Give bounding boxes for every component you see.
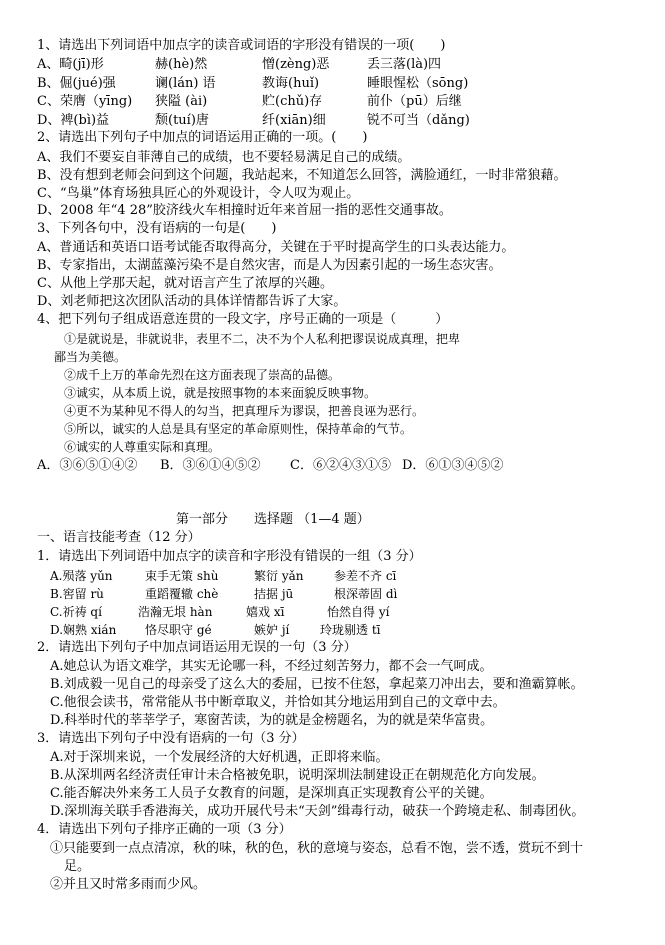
q2-option-c: C、“鸟巢”体育场独具匠心的外观设计，令人叹为观止。 — [37, 186, 360, 201]
q1-option-a-3: 憎(zèng)恶 — [262, 57, 330, 72]
q1-stem: 1、请选出下列词语中加点字的读音或词语的字形没有错误的一项( ) — [37, 38, 446, 53]
s2-q2-option-b: B.刘成毅一见自己的母亲受了这么大的委屈，已按不住怒，拿起菜刀冲出去，要和渔霸算帐。 — [50, 677, 584, 692]
s2-q1-b-2: 重蹈覆辙 chè — [145, 587, 219, 601]
s2-q1-c-2: 浩瀚无垠 hàn — [138, 605, 213, 619]
s2-q3-option-c: C.能否解决外来务工人员子女教育的问题，是深圳真正实现教育公平的关键。 — [50, 786, 493, 801]
s2-q3-option-d: D.深圳海关联手香港海关，成功开展代号未“天剑”缉毒行动，破获一个跨境走私、制毒团伙。 — [50, 804, 585, 819]
s2-q1-d-2: 恪尽职守 gé — [145, 623, 212, 637]
q3-stem: 3、下列各句中，没有语病的一句是( ) — [37, 221, 277, 236]
s2-q2-stem: 2．请选出下列句子中加点词语运用无误的一句（3 分） — [37, 640, 357, 655]
q3-option-a: A、普通话和英语口语考试能否取得高分，关键在于平时提高学生的口头表达能力。 — [37, 240, 515, 255]
s2-q1-a-3: 繁衍 yǎn — [254, 569, 304, 583]
q4-item-5: ⑤所以，诚实的人总是具有坚定的革命原则性，保持革命的气节。 — [64, 422, 413, 436]
q1-option-b-2: 谰(lán) 语 — [155, 76, 216, 91]
s2-q4-stem: 4．请选出下列句子排序正确的一项（3 分） — [37, 822, 292, 837]
s2-q1-c-1: C.祈祷 qí — [50, 605, 102, 619]
q2-option-b: B、没有想到老师会问到这个问题，我站起来，不知道怎么回答，满脸通红，一时非常狼藉。 — [37, 168, 567, 183]
q1-option-d-2: 颓(tuí)唐 — [155, 113, 209, 128]
q1-option-c-4: 前仆（pū）后继 — [367, 94, 462, 109]
q1-option-b-4: 睡眼惺松（sōng) — [367, 76, 469, 91]
q4-item-6: ⑥诚实的人尊重实际和真理。 — [64, 440, 221, 454]
section-title: 第一部分 选择题 （1—4 题） — [176, 512, 370, 527]
q4-option-b: B．③⑥①④⑤② — [160, 458, 261, 473]
q4-item-3: ③诚实，从本质上说，就是按照事物的本来面貌反映事物。 — [64, 386, 377, 400]
q4-item-2: ②成千上万的革命先烈在这方面表现了崇高的品德。 — [64, 368, 341, 382]
q1-option-d-3: 纤(xiān)细 — [262, 113, 326, 128]
s2-q1-b-1: B.窖留 rù — [50, 587, 104, 601]
s2-q1-b-3: 拮据 jū — [254, 587, 294, 601]
q1-option-a-2: 赫(hè)然 — [155, 57, 208, 72]
q1-option-d-4: 锐不可当（dǎng) — [367, 113, 470, 128]
s2-q1-d-3: 嫉妒 jí — [254, 623, 290, 637]
q1-option-b-1: B、倔(jué)强 — [37, 76, 116, 91]
s2-q1-a-1: A.殒落 yǔn — [50, 569, 113, 583]
s2-q1-d-1: D.娴熟 xián — [50, 623, 117, 637]
section-subtitle: 一、语言技能考查（12 分） — [37, 530, 201, 545]
q4-item-1: ①是就说是，非就说非，表里不二，决不为个人私利把谬误说成真理，把卑 — [64, 332, 461, 346]
s2-q1-stem: 1．请选出下列词语中加点字的读音和字形没有错误的一组（3 分） — [37, 549, 422, 564]
q1-option-a-1: A、畸(jī)形 — [37, 57, 104, 72]
s2-q1-d-4: 玲珑剔透 tī — [320, 623, 381, 637]
s2-q4-item-1: ①只能要到一点点清凉，秋的味，秋的色，秋的意境与姿态，总看不饱，尝不透，赏玩不到十 — [50, 841, 584, 856]
s2-q1-b-4: 根深蒂固 dì — [334, 587, 398, 601]
q1-option-c-3: 贮(chǔ)存 — [262, 94, 323, 109]
s2-q1-c-3: 嬉戏 xī — [246, 605, 285, 619]
q4-option-d: D．⑥①③④⑤② — [402, 458, 504, 473]
q4-item-1-cont: 鄙当为美德。 — [54, 350, 127, 364]
s2-q1-c-4: 怡然自得 yí — [327, 605, 390, 619]
s2-q2-option-d: D.科举时代的莘莘学子，寒窗苦读，为的就是金榜题名，为的就是荣华富贵。 — [50, 713, 494, 728]
q2-option-d: D、2008 年“4 28”胶济线火车相撞时近年来首屈一指的恶性交通事故。 — [37, 203, 452, 218]
q4-option-c: C．⑥②④③①⑤ — [290, 458, 391, 473]
q2-option-a: A、我们不要妄自菲薄自己的成绩，也不要轻易满足自己的成绩。 — [37, 150, 411, 165]
s2-q1-a-4: 参差不齐 cī — [334, 569, 397, 583]
s2-q3-stem: 3．请选出下列句子中没有语病的一句（3 分） — [37, 731, 305, 746]
q1-option-a-4: 丢三落(là)四 — [367, 57, 442, 72]
s2-q1-a-2: 束手无策 shù — [145, 569, 219, 583]
s2-q4-item-2: ②并且又时常多雨而少风。 — [50, 877, 207, 892]
q4-stem: 4、把下列句子组成语意连贯的一段文字，序号正确的一项是（ ） — [37, 312, 449, 327]
q1-option-b-3: 教诲(huǐ) — [262, 76, 320, 91]
q1-option-c-2: 狭隘 (ài) — [155, 94, 208, 109]
q1-option-c-1: C、荣膺（yīng) — [37, 94, 133, 109]
q4-option-a: A．③⑥⑤①④② — [37, 458, 138, 473]
s2-q3-option-b: B.从深圳两名经济责任审计未合格被免职，说明深圳法制建设正在朝规范化方向发展。 — [50, 768, 545, 783]
q3-option-d: D、刘老师把这次团队活动的具体详情都告诉了大家。 — [37, 294, 347, 309]
q3-option-c: C、从他上学那天起，就对语言产生了浓厚的兴趣。 — [37, 276, 333, 291]
s2-q3-option-a: A.对于深圳来说，一个发展经济的大好机遇，正即将来临。 — [50, 750, 389, 765]
s2-q2-option-a: A.她总认为语文难学，其实无论哪一科，不经过刻苦努力，都不会一气呵成。 — [50, 659, 493, 674]
q2-stem: 2、请选出下列句子中加点的词语运用正确的一项。( ) — [37, 130, 368, 145]
q3-option-b: B、专家指出，太湖蓝藻污染不是自然灾害，而是人为因素引起的一场生态灾害。 — [37, 258, 502, 273]
q4-item-4: ④更不为某种见不得人的勾当，把真理斥为谬误，把善良诬为恶行。 — [64, 404, 425, 418]
s2-q2-option-c: C.他很会读书，常常能从书中断章取义，并恰如其分地运用到自己的文章中去。 — [50, 695, 506, 710]
s2-q4-item-1-cont: 足。 — [64, 859, 91, 874]
q1-option-d-1: D、裨(bì)益 — [37, 113, 110, 128]
